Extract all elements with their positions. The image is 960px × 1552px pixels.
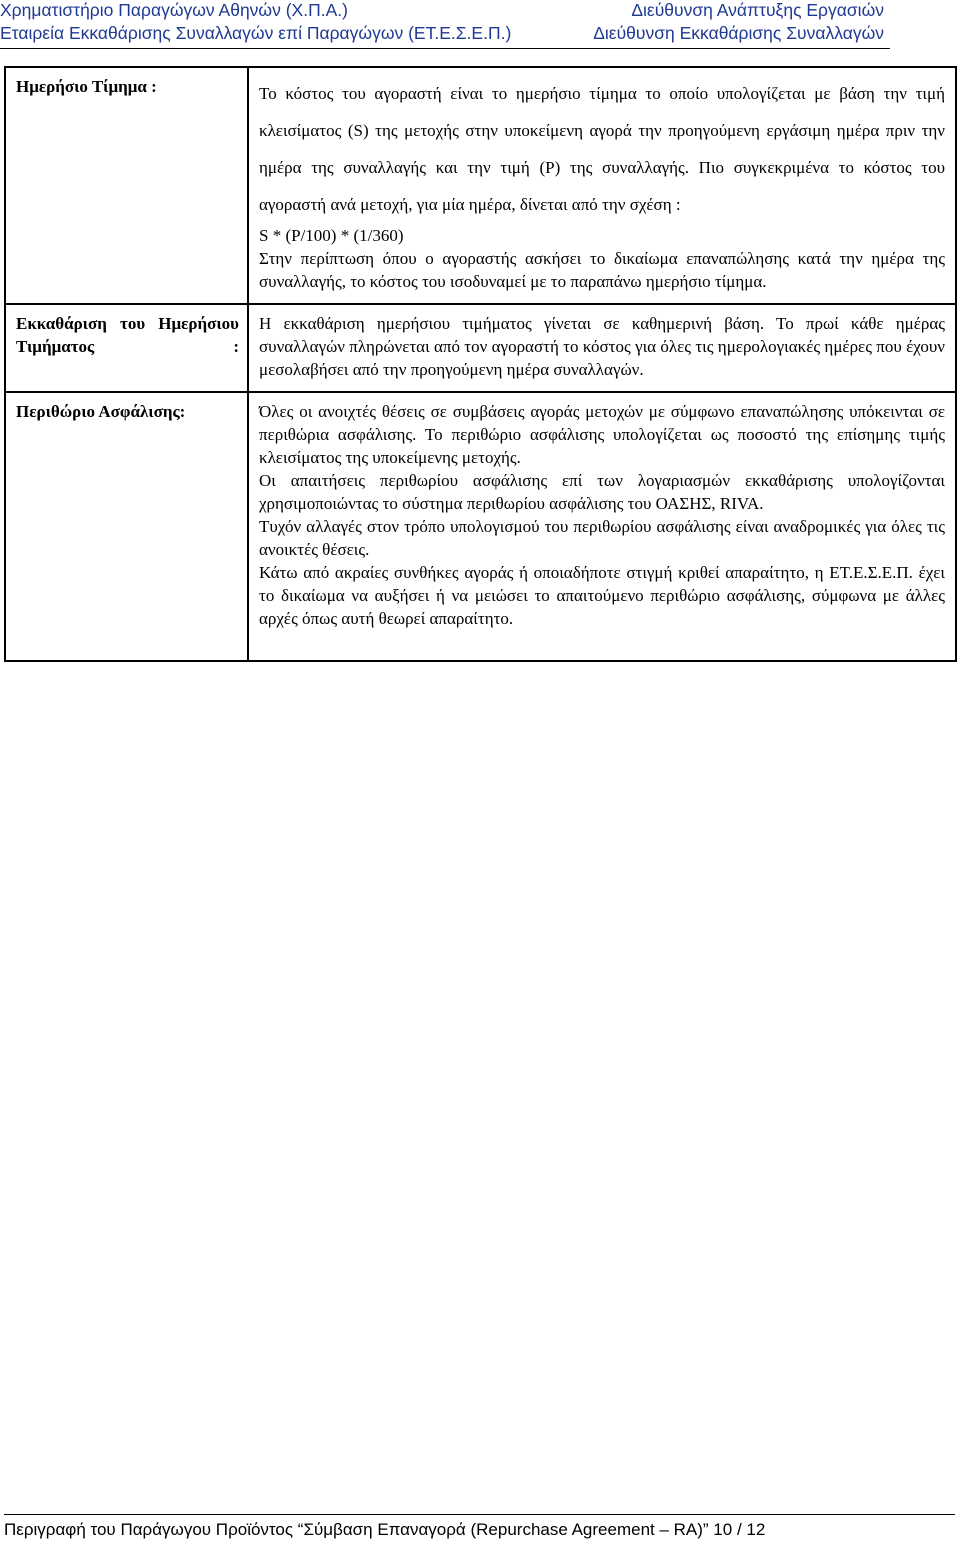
clearing-house-name: Εταιρεία Εκκαθάρισης Συναλλαγών επί Παραγώγων (ΕΤ.Ε.Σ.Ε.Π.) (0, 23, 512, 43)
row-margin (5, 392, 956, 661)
daily-fee-exercise-note: Στην περίπτωση όπου ο αγοραστής ασκήσει το δικαίωμα επαναπώλησης κατά την ημέρα της συναλλαγής, το κόστος του ισοδυναμεί με το παραπάνω ημερήσιο τίμημα. (259, 249, 945, 291)
margin-para-1: Όλες οι ανοιχτές θέσεις σε συμβάσεις αγοράς μετοχών με σύμφωνο επαναπώλησης υπόκεινται σε περιθώρια ασφάλισης. Το περιθώριο ασφάλισης υπολογίζεται ως ποσοστό της επίσημης τιμής κλεισίματος της υποκείμενης μετοχής. (259, 402, 945, 467)
page-header (0, 0, 890, 49)
margin-para-3: Τυχόν αλλαγές στον τρόπο υπολογισμού του περιθωρίου ασφάλισης είναι αναδρομικές για όλες τις ανοικτές θέσεις. (259, 517, 945, 559)
product-spec-table (4, 66, 957, 662)
row-daily-fee (5, 67, 956, 304)
department-clearing: Διεύθυνση Εκκαθάρισης Συναλλαγών (593, 23, 884, 43)
label-margin: Περιθώριο Ασφάλισης: (5, 392, 248, 661)
page-footer: Περιγραφή του Παράγωγου Προϊόντος “Σύμβαση Επαναγορά (Repurchase Agreement – RA)” 10 / 12 (4, 1514, 955, 1540)
content-daily-fee (248, 67, 956, 304)
exchange-name: Χρηματιστήριο Παραγώγων Αθηνών (Χ.Π.Α.) (0, 0, 348, 20)
daily-fee-formula: S * (P/100) * (1/360) (259, 226, 404, 245)
margin-para-2: Οι απαιτήσεις περιθωρίου ασφάλισης επί των λογαριασμών εκκαθάρισης υπολογίζονται χρησιμοποιώντας το σύστημα περιθωρίου ασφάλισης του ΟΑΣΗΣ, RIVA. (259, 471, 945, 513)
daily-fee-description: Το κόστος του αγοραστή είναι το ημερήσιο τίμημα το οποίο υπολογίζεται με βάση την τιμή κλεισίματος (S) της μετοχής στην υποκείμενη αγορά την προηγούμενη εργάσιμη ημέρα πριν την ημέρα της συναλλαγής και την τιμή (P) της συναλλαγής. Πιο συγκεκριμένα το κόστος του αγοραστή ανά μετοχή, για μία ημέρα, δίνεται από την σχέση : (259, 84, 945, 214)
header-row-1 (0, 0, 884, 21)
content-settlement (248, 304, 956, 392)
label-settlement: Εκκαθάριση του Ημερήσιου Τιμήματος : (5, 304, 248, 392)
margin-para-4: Κάτω από ακραίες συνθήκες αγοράς ή οποιαδήποτε στιγμή κριθεί απαραίτητο, η ΕΤ.Ε.Σ.Ε.Π. έχει το δικαίωμα να αυξήσει ή να μειώσει το απαιτούμενο περιθώριο ασφάλισης, σύμφωνα με άλλες αρχές όπως αυτή θεωρεί απαραίτητο. (259, 563, 945, 628)
header-row-2 (0, 23, 884, 44)
department-development: Διεύθυνση Ανάπτυξης Εργασιών (631, 0, 884, 20)
label-daily-fee: Ημερήσιο Τίμημα : (5, 67, 248, 304)
content-margin (248, 392, 956, 661)
settlement-description: Η εκκαθάριση ημερήσιου τιμήματος γίνεται σε καθημερινή βάση. Το πρωί κάθε ημέρας συναλλαγών πληρώνεται από τον αγοραστή το κόστος για όλες τις ημερολογιακές ημέρες που έχουν μεσολαβήσει από την προηγούμενη ημέρα συναλλαγών. (259, 314, 945, 379)
row-settlement (5, 304, 956, 392)
